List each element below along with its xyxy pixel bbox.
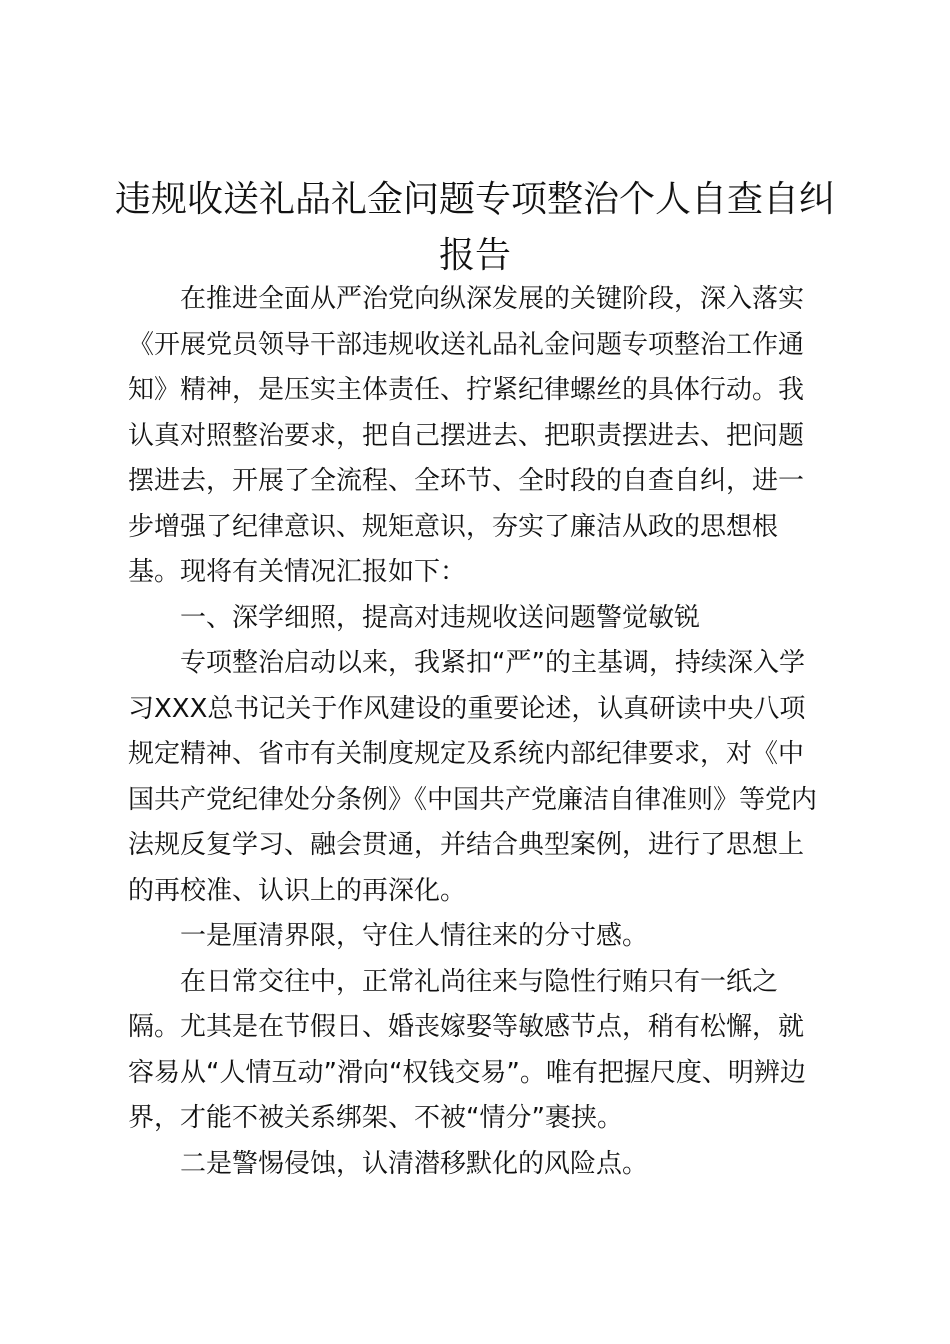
- intro-paragraph: 在推进全面从严治党向纵深发展的关键阶段，深入落实《开展党员领导干部违规收送礼品礼金问题专项整治工作通知》精神，是压实主体责任、拧紧纪律螺丝的具体行动。我认真对照整治要求，把自己摆进去、把职责摆进去、把问题摆进去，开展了全流程、全环节、全时段的自查自纠，进一步增强了纪律意识、规矩意识，夯实了廉洁从政的思想根基。现将有关情况汇报如下：: [128, 284, 805, 587]
- section-heading-1: 一、深学细照，提高对违规收送问题警觉敏锐: [180, 602, 701, 633]
- document-title: 违规收送礼品礼金问题专项整治个人自查自纠报告: [114, 179, 835, 276]
- document-body: [128, 277, 828, 1187]
- subpoint-2-heading: 二是警惕侵蚀，认清潜移默化的风险点。: [180, 1148, 649, 1179]
- subpoint-1-paragraph: 在日常交往中，正常礼尚往来与隐性行贿只有一纸之隔。尤其是在节假日、婚丧嫁娶等敏感节点，稍有松懈，就容易从“人情互动”滑向“权钱交易”。唯有把握尺度、明辨边界，才能不被关系绑架、不被“情分”裹挟。: [128, 966, 806, 1133]
- section-1-paragraph: 专项整治启动以来，我紧扣“严”的主基调，持续深入学习XXX总书记关于作风建设的重要论述，认真研读中央八项规定精神、省市有关制度规定及系统内部纪律要求，对《中国共产党纪律处分条例》《中国共产党廉洁自律准则》等党内法规反复学习、融会贯通，并结合典型案例，进行了思想上的再校准、认识上的再深化。: [128, 648, 818, 906]
- subpoint-1-heading: 一是厘清界限，守住人情往来的分寸感。: [180, 921, 649, 951]
